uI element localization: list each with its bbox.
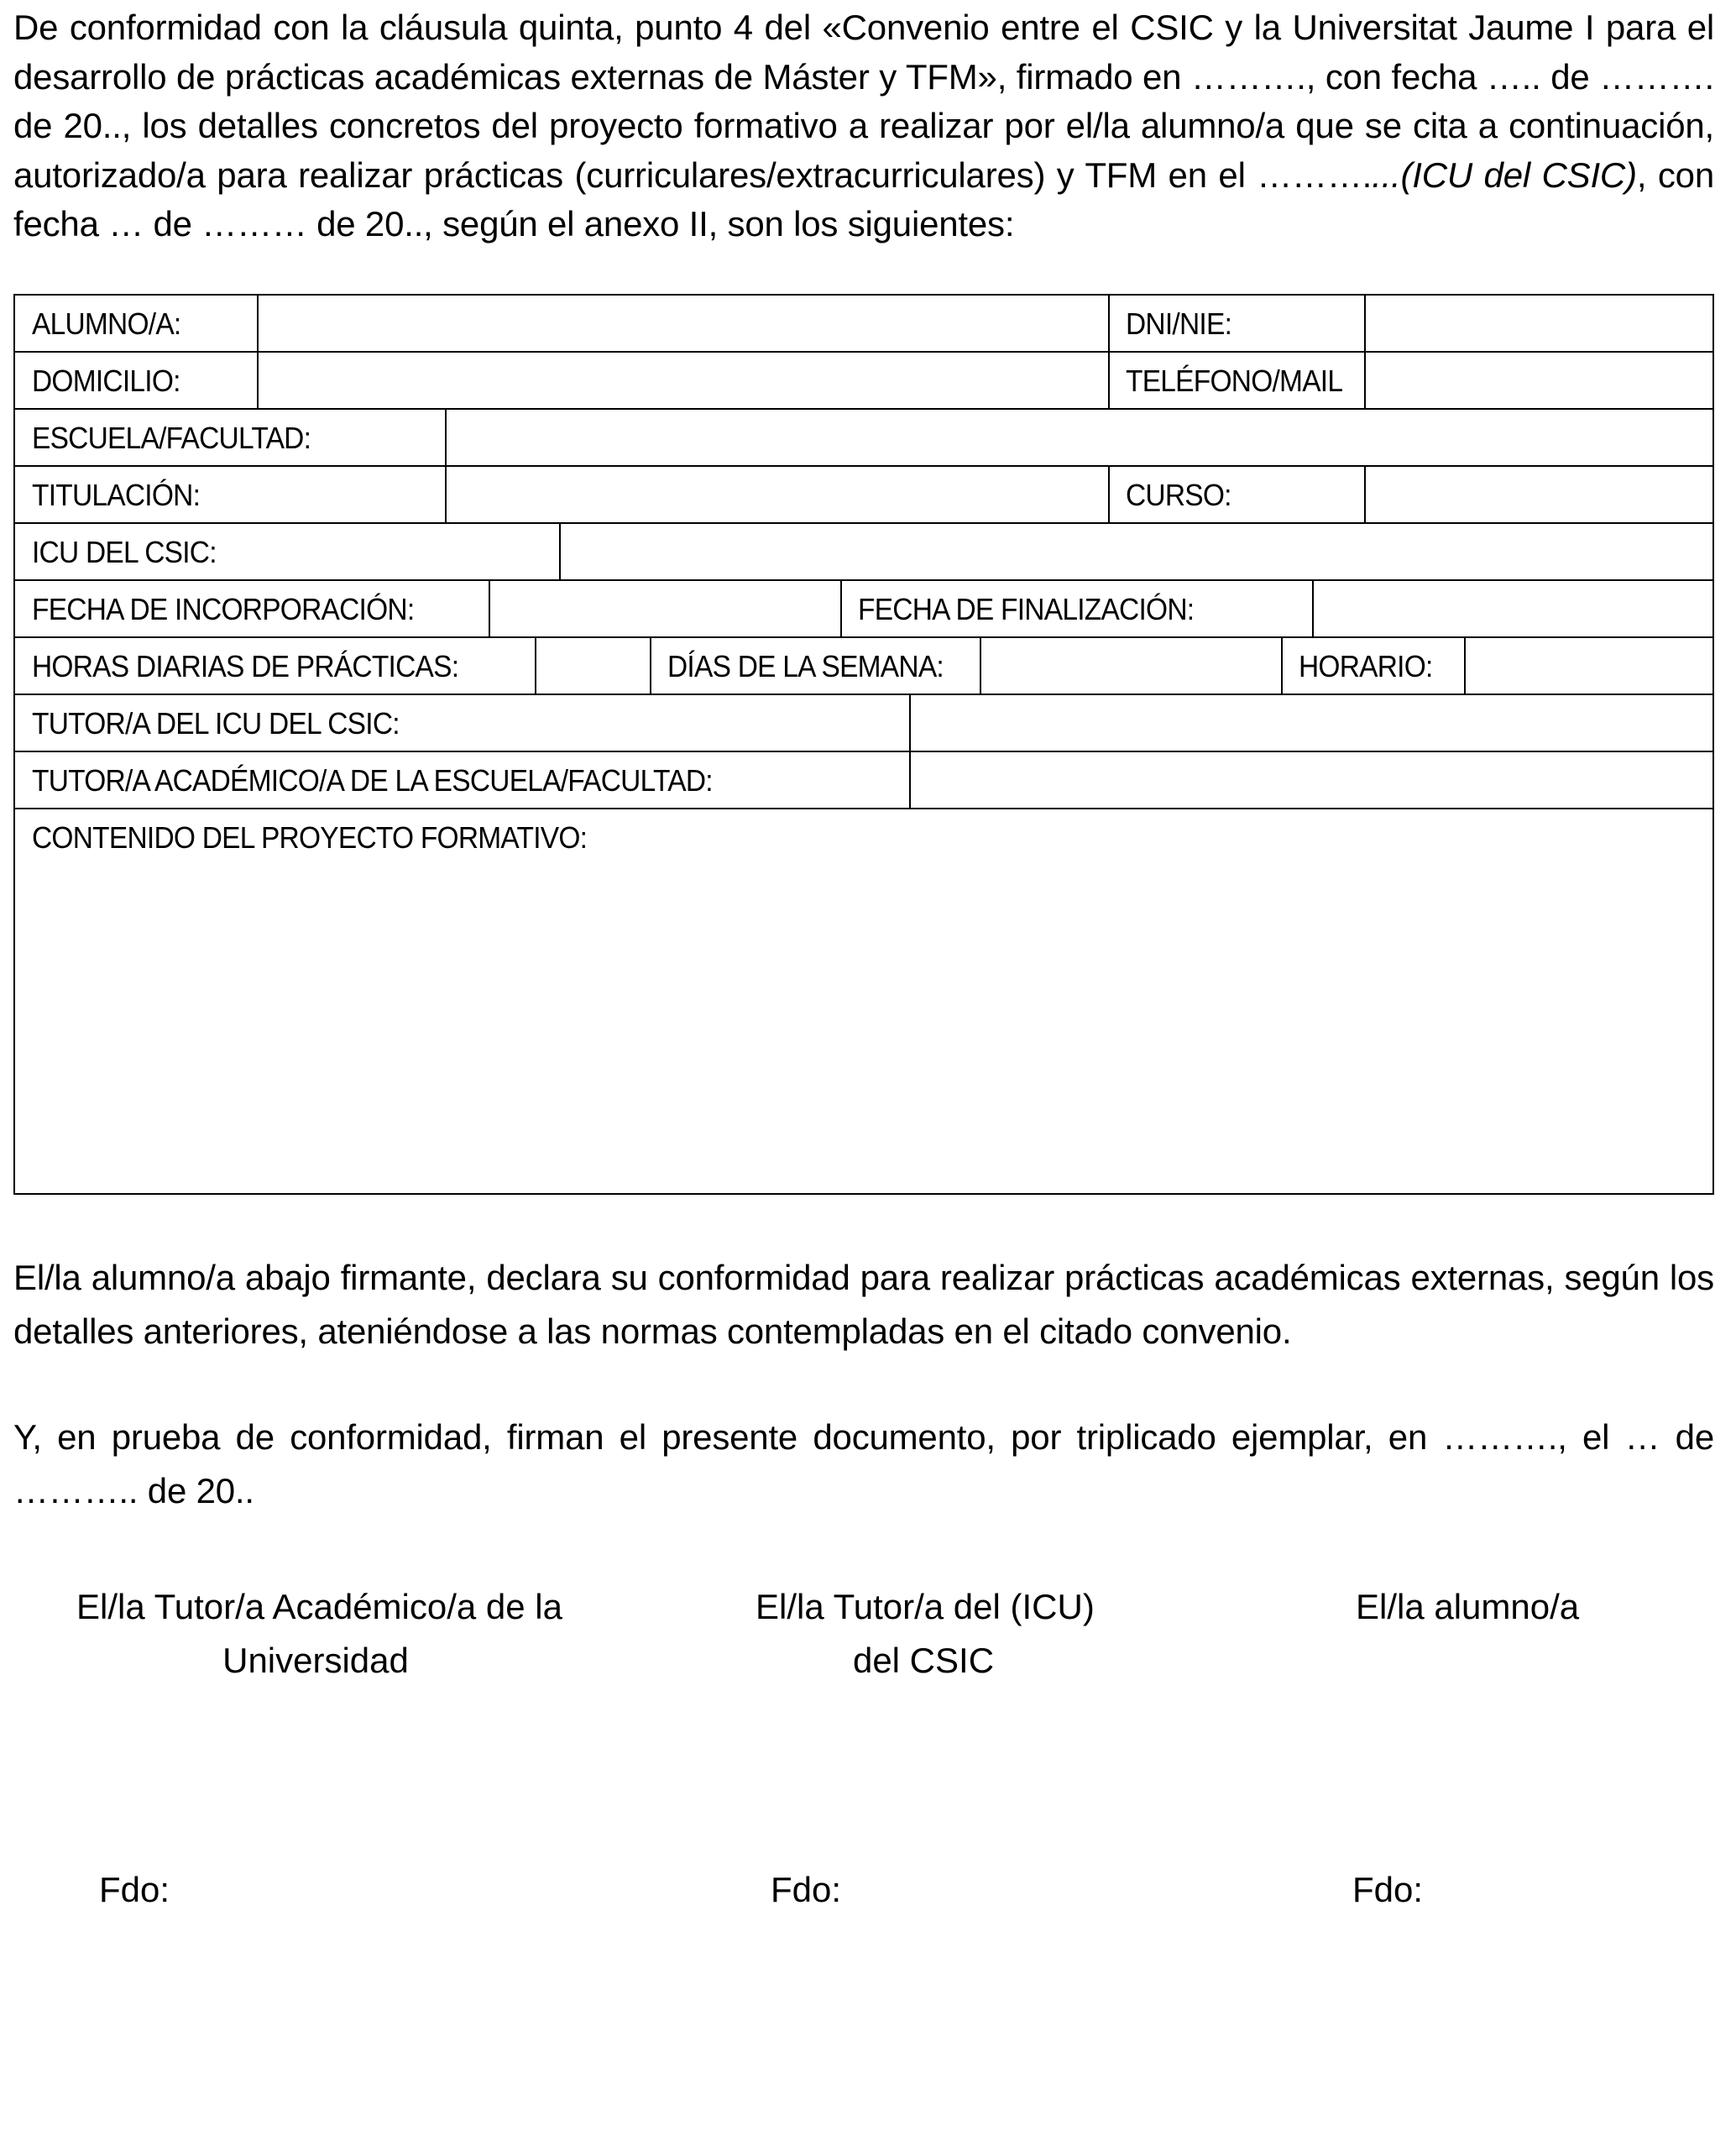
signature-area-academic[interactable] xyxy=(76,1696,555,1847)
row-divider xyxy=(15,751,1712,752)
label-alumno: ALUMNO/A: xyxy=(32,306,181,341)
signature-area-student[interactable] xyxy=(1356,1696,1574,1847)
intro-paragraph xyxy=(13,3,1714,249)
signature-area-icu[interactable] xyxy=(756,1696,1091,1847)
alumno-input[interactable] xyxy=(260,297,1106,349)
tutor-icu-input[interactable] xyxy=(912,697,1712,749)
label-tutor-icu: TUTOR/A DEL ICU DEL CSIC: xyxy=(32,706,400,741)
label-dias: DÍAS DE LA SEMANA: xyxy=(667,649,944,683)
fdo-icu: Fdo: xyxy=(771,1870,842,1909)
signature-icu-tutor xyxy=(756,1580,1095,1688)
label-horas: HORAS DIARIAS DE PRÁCTICAS: xyxy=(32,649,459,683)
label-fecha-incorporacion: FECHA DE INCORPORACIÓN: xyxy=(32,592,415,626)
label-escuela: ESCUELA/FACULTAD: xyxy=(32,421,311,455)
label-tutor-academico: TUTOR/A ACADÉMICO/A DE LA ESCUELA/FACULTAD: xyxy=(32,763,713,798)
row-divider xyxy=(15,465,1712,467)
icu-input[interactable] xyxy=(562,526,1712,578)
row-divider xyxy=(15,579,1712,581)
signature-icu-line2: del CSIC xyxy=(852,1641,995,1680)
declaration-paragraph: El/la alumno/a abajo firmante, declara su conformidad para realizar prácticas académicas externas, según los detalles anteriores, ateniéndose a las normas contempladas en el citado convenio. xyxy=(13,1258,1714,1351)
row-divider xyxy=(15,808,1712,809)
signature-academic-line1: El/la Tutor/a Académico/a de la xyxy=(76,1587,562,1626)
titulacion-input[interactable] xyxy=(448,469,1106,521)
row-divider xyxy=(15,351,1712,353)
fdo-student: Fdo: xyxy=(1352,1870,1424,1909)
label-domicilio: DOMICILIO: xyxy=(32,364,180,398)
signature-student-line1: El/la alumno/a xyxy=(1356,1587,1580,1626)
tutor-academico-input[interactable] xyxy=(912,754,1712,806)
label-titulacion: TITULACIÓN: xyxy=(32,478,201,512)
row-divider xyxy=(15,408,1712,410)
intro-text: De conformidad con la cláusula quinta, punto 4 del «Convenio entre el CSIC y la Universitat Jaume I para el desarrollo de prácticas académicas externas de Máster y TFM», firmado en ………., con fecha ….. de ………. de 20.., los detalles concretos del proyecto formativo a realizar por el/la alumno/a que se cita a continuación, autorizado/a para realizar prácticas (curriculares/extracurriculares) y TFM en el ………. xyxy=(13,8,1714,195)
fecha-incorporacion-input[interactable] xyxy=(492,583,839,635)
label-horario: HORARIO: xyxy=(1299,649,1433,683)
signature-academic-line2: Universidad xyxy=(222,1641,409,1680)
signature-student xyxy=(1356,1580,1580,1634)
dni-input[interactable] xyxy=(1367,297,1712,349)
domicilio-input[interactable] xyxy=(260,354,1106,406)
signature-academic-tutor xyxy=(76,1580,562,1688)
closing-paragraph: Y, en prueba de conformidad, firman el presente documento, por triplicado ejemplar, en ………., el … de ……….. de 20.. xyxy=(13,1417,1714,1510)
project-form-table xyxy=(13,294,1714,1195)
label-fecha-finalizacion: FECHA DE FINALIZACIÓN: xyxy=(858,592,1195,626)
row-divider xyxy=(15,694,1712,695)
fdo-academic: Fdo: xyxy=(99,1870,170,1909)
dias-input[interactable] xyxy=(983,640,1279,692)
curso-input[interactable] xyxy=(1367,469,1712,521)
label-telefono: TELÉFONO/MAIL xyxy=(1126,364,1343,398)
intro-icu-placeholder: ...(ICU del CSIC) xyxy=(1372,154,1637,195)
fecha-finalizacion-input[interactable] xyxy=(1315,583,1712,635)
telefono-input[interactable] xyxy=(1367,354,1712,406)
label-curso: CURSO: xyxy=(1126,478,1231,512)
label-dni: DNI/NIE: xyxy=(1126,306,1232,341)
row-divider xyxy=(15,522,1712,524)
escuela-input[interactable] xyxy=(448,411,1712,463)
contenido-textarea[interactable] xyxy=(17,863,1711,1191)
intro-text-end: , con fecha … de ……… de 20.., según el anexo II, son los siguientes: xyxy=(13,154,1714,243)
horas-input[interactable] xyxy=(538,640,648,692)
label-icu: ICU DEL CSIC: xyxy=(32,535,217,569)
label-contenido: CONTENIDO DEL PROYECTO FORMATIVO: xyxy=(32,820,588,855)
row-divider xyxy=(15,636,1712,638)
signature-icu-line1: El/la Tutor/a del (ICU) xyxy=(756,1587,1095,1626)
horario-input[interactable] xyxy=(1467,640,1712,692)
